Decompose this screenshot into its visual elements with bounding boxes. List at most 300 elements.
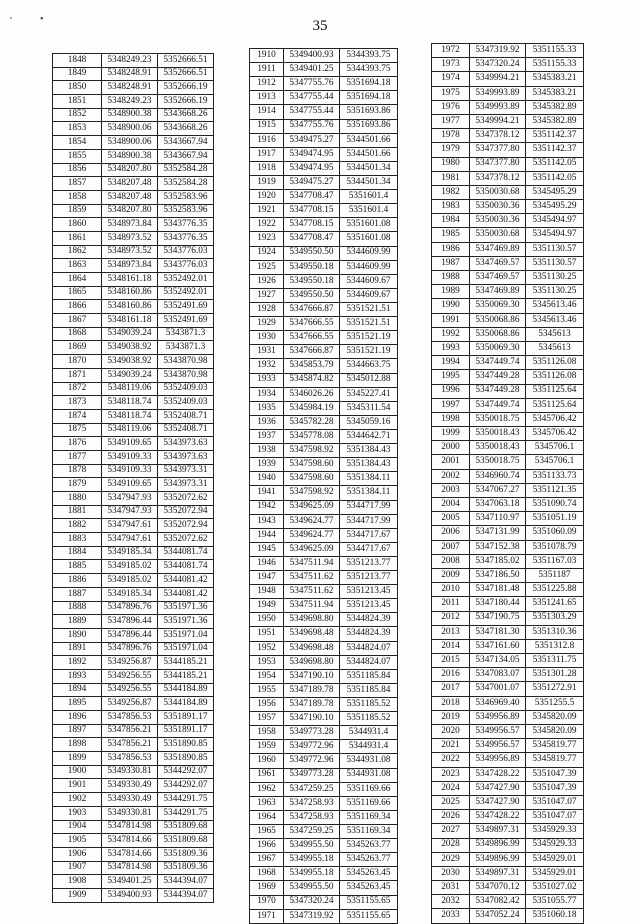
coordinate-x-cell: 5349550.18 [284,274,340,288]
point-number-cell: 1878 [53,464,102,478]
point-number-cell: 1876 [53,437,102,451]
point-number-cell: 1932 [250,359,284,373]
coordinate-x-cell: 5347666.55 [284,317,340,331]
coordinate-x-cell: 5348249.23 [102,54,158,68]
table-row [53,327,214,341]
coordinate-x-cell: 5347190.10 [284,712,340,726]
point-number-cell: 1887 [53,587,102,601]
coordinate-y-cell: 5351142.05 [526,171,584,185]
point-number-cell: 1924 [250,246,284,260]
coordinate-x-cell: 5349109.33 [102,450,158,464]
point-number-cell: 1874 [53,409,102,423]
table-row [250,190,398,204]
coordinate-y-cell: 5351301.28 [526,668,584,682]
coordinate-x-cell: 5347666.87 [284,302,340,316]
coordinate-y-cell: 5345311.54 [340,401,398,415]
point-number-cell: 1957 [250,712,284,726]
coordinate-y-cell: 5352584.28 [158,163,214,177]
table-row [432,781,584,795]
coordinate-x-cell: 5347190.75 [470,611,526,625]
table-row [53,697,214,711]
coordinate-x-cell: 5349038.92 [102,341,158,355]
table-row [432,271,584,285]
coordinate-y-cell: 5343776.35 [158,218,214,232]
coordinate-y-cell: 5351169.66 [340,796,398,810]
coordinate-y-cell: 5351310.36 [526,625,584,639]
table-row [53,423,214,437]
point-number-cell: 1936 [250,415,284,429]
table-row [432,398,584,412]
table-row [432,185,584,199]
point-number-cell: 1881 [53,505,102,519]
point-number-cell: 1923 [250,232,284,246]
table-row [250,853,398,867]
point-number-cell: 1933 [250,373,284,387]
coordinate-x-cell: 5350030.36 [470,214,526,228]
coordinate-y-cell: 5344291.75 [158,793,214,807]
table-row [250,585,398,599]
coordinate-y-cell: 5344609.67 [340,288,398,302]
coordinate-x-cell: 5347814.66 [102,834,158,848]
point-number-cell: 1942 [250,500,284,514]
coordinate-y-cell: 5343668.26 [158,108,214,122]
coordinate-y-cell: 5345613 [526,341,584,355]
table-row [432,256,584,270]
point-number-cell: 1912 [250,77,284,91]
table-row [53,615,214,629]
coordinate-x-cell: 5350030.36 [470,200,526,214]
coordinate-x-cell: 5347189.78 [284,698,340,712]
table-row [432,483,584,497]
table-row [250,683,398,697]
coordinate-x-cell: 5347320.24 [284,895,340,909]
table-row [53,683,214,697]
table-row [250,712,398,726]
coordinate-x-cell: 5349625.09 [284,542,340,556]
point-number-cell: 1999 [432,427,470,441]
table-row [250,754,398,768]
point-number-cell: 1968 [250,867,284,881]
point-number-cell: 1888 [53,601,102,615]
point-number-cell: 1928 [250,302,284,316]
coordinate-y-cell: 5351185.84 [340,683,398,697]
point-number-cell: 1929 [250,317,284,331]
table-row [432,455,584,469]
coordinate-x-cell: 5347469.89 [470,242,526,256]
coordinate-x-cell: 5349956.89 [470,753,526,767]
point-number-cell: 1970 [250,895,284,909]
point-number-cell: 1965 [250,825,284,839]
table-row [53,177,214,191]
coordinate-y-cell: 5352583.96 [158,204,214,218]
table-row [53,259,214,273]
coordinate-y-cell: 5352492.01 [158,286,214,300]
coordinate-x-cell: 5347428.22 [470,767,526,781]
coordinate-y-cell: 5351047.07 [526,795,584,809]
coordinate-x-cell: 5347319.92 [470,44,526,58]
coordinate-x-cell: 5345984.19 [284,401,340,415]
point-number-cell: 1952 [250,641,284,655]
coordinate-y-cell: 5351241.65 [526,597,584,611]
coordinate-x-cell: 5347001.07 [470,682,526,696]
point-number-cell: 1977 [432,114,470,128]
point-number-cell: 1914 [250,105,284,119]
table-row [53,888,214,902]
point-number-cell: 1960 [250,754,284,768]
coordinate-y-cell: 5344081.74 [158,560,214,574]
coordinate-x-cell: 5347083.07 [470,668,526,682]
coordinate-y-cell: 5351130.25 [526,285,584,299]
coordinate-y-cell: 5344394.07 [158,875,214,889]
table-row [53,218,214,232]
point-number-cell: 1866 [53,300,102,314]
coordinate-y-cell: 5351303.29 [526,611,584,625]
coordinate-x-cell: 5347511.94 [284,556,340,570]
table-row [250,232,398,246]
coordinate-x-cell: 5349330.81 [102,806,158,820]
coordinate-y-cell: 5351521.51 [340,317,398,331]
point-number-cell: 1869 [53,341,102,355]
coordinate-y-cell: 5344291.75 [158,806,214,820]
coordinate-y-cell: 5351169.34 [340,825,398,839]
coordinate-y-cell: 5352408.71 [158,423,214,437]
point-number-cell: 2019 [432,710,470,724]
coordinate-y-cell: 5351971.04 [158,642,214,656]
point-number-cell: 1882 [53,519,102,533]
table-row [250,599,398,613]
coordinate-x-cell: 5347666.87 [284,345,340,359]
coordinate-y-cell: 5344824.07 [340,655,398,669]
coordinate-y-cell: 5344931.08 [340,768,398,782]
point-number-cell: 2017 [432,682,470,696]
coordinate-x-cell: 5348207.48 [102,177,158,191]
table-row [432,100,584,114]
point-number-cell: 1851 [53,95,102,109]
coordinate-x-cell: 5349994.21 [470,114,526,128]
table-row [53,108,214,122]
coordinate-x-cell: 5348973.84 [102,259,158,273]
point-number-cell: 1848 [53,54,102,68]
table-row [250,571,398,585]
table-row [250,147,398,161]
table-row [53,368,214,382]
coordinate-x-cell: 5349896.99 [470,852,526,866]
point-number-cell: 1955 [250,683,284,697]
table-row [432,86,584,100]
coordinate-x-cell: 5349624.77 [284,514,340,528]
table-row [250,768,398,782]
point-number-cell: 1877 [53,450,102,464]
point-number-cell: 2015 [432,654,470,668]
point-number-cell: 1959 [250,740,284,754]
coordinate-y-cell: 5351126.08 [526,370,584,384]
point-number-cell: 1997 [432,398,470,412]
point-number-cell: 2004 [432,498,470,512]
table-row [432,810,584,824]
coordinate-x-cell: 5347449.74 [470,398,526,412]
table-row [250,500,398,514]
coordinate-x-cell: 5347896.76 [102,601,158,615]
table-row [432,441,584,455]
coordinate-y-cell: 5345820.09 [526,725,584,739]
point-number-cell: 2033 [432,909,470,923]
table-row [432,157,584,171]
coordinate-y-cell: 5343667.94 [158,149,214,163]
point-number-cell: 1941 [250,486,284,500]
coordinate-y-cell: 5351225.88 [526,583,584,597]
coordinate-x-cell: 5347708.15 [284,204,340,218]
coordinate-x-cell: 5347896.44 [102,628,158,642]
point-number-cell: 1943 [250,514,284,528]
coordinate-x-cell: 5349698.48 [284,641,340,655]
table-row [432,200,584,214]
coordinate-y-cell: 5344081.74 [158,546,214,560]
coordinate-x-cell: 5347319.92 [284,909,340,923]
coordinate-y-cell: 5343973.63 [158,437,214,451]
coordinate-y-cell: 5351521.19 [340,331,398,345]
coordinate-y-cell: 5345706.42 [526,412,584,426]
table-row [250,458,398,472]
coordinate-y-cell: 5343870.98 [158,355,214,369]
table-row [53,163,214,177]
point-number-cell: 1861 [53,231,102,245]
point-number-cell: 1987 [432,256,470,270]
table-row [250,669,398,683]
coordinate-x-cell: 5347189.78 [284,683,340,697]
coordinate-y-cell: 5351142.37 [526,143,584,157]
coordinate-y-cell: 5343776.03 [158,245,214,259]
coordinates-table-1 [52,53,214,903]
coordinate-y-cell: 5344184.89 [158,697,214,711]
table-row [53,382,214,396]
point-number-cell: 1890 [53,628,102,642]
coordinate-x-cell: 5349896.99 [470,838,526,852]
coordinate-x-cell: 5347134.05 [470,654,526,668]
coordinate-y-cell: 5345382.89 [526,114,584,128]
table-row [53,286,214,300]
point-number-cell: 1946 [250,556,284,570]
table-row [53,574,214,588]
table-row [250,345,398,359]
point-number-cell: 2029 [432,852,470,866]
table-row [250,359,398,373]
coordinate-x-cell: 5349330.49 [102,793,158,807]
coordinate-y-cell: 5351185.84 [340,669,398,683]
table-row [250,133,398,147]
coordinate-y-cell: 5351693.86 [340,105,398,119]
table-row [250,105,398,119]
point-number-cell: 1892 [53,656,102,670]
table-row [432,654,584,668]
coordinate-y-cell: 5344931.4 [340,726,398,740]
table-row [53,81,214,95]
coordinate-y-cell: 5345494.97 [526,214,584,228]
coordinate-x-cell: 5349256.55 [102,683,158,697]
coordinate-y-cell: 5351601.08 [340,232,398,246]
coordinate-x-cell: 5349773.28 [284,726,340,740]
coordinate-x-cell: 5347814.98 [102,820,158,834]
coordinate-x-cell: 5349474.95 [284,147,340,161]
coordinate-x-cell: 5349400.93 [284,49,340,63]
table-row [250,839,398,853]
page-number: 35 [312,18,328,34]
coordinate-y-cell: 5345382.89 [526,100,584,114]
point-number-cell: 1958 [250,726,284,740]
coordinate-y-cell: 5344081.42 [158,574,214,588]
coordinate-x-cell: 5347052.24 [470,909,526,923]
coordinate-y-cell: 5344717.67 [340,528,398,542]
point-number-cell: 1879 [53,478,102,492]
point-number-cell: 1979 [432,143,470,157]
coordinate-y-cell: 5351130.57 [526,256,584,270]
coordinate-x-cell: 5349109.33 [102,464,158,478]
table-row [53,355,214,369]
table-row [250,49,398,63]
coordinate-x-cell: 5347856.21 [102,724,158,738]
coordinate-x-cell: 5349256.55 [102,669,158,683]
coordinate-x-cell: 5349550.50 [284,246,340,260]
point-number-cell: 1948 [250,585,284,599]
table-row [250,528,398,542]
coordinate-y-cell: 5351694.18 [340,91,398,105]
coordinate-x-cell: 5350069.30 [470,341,526,355]
coordinate-x-cell: 5347755.44 [284,105,340,119]
coordinate-y-cell: 5344717.99 [340,500,398,514]
coordinate-x-cell: 5349624.77 [284,528,340,542]
coordinate-y-cell: 5351142.05 [526,157,584,171]
coordinate-x-cell: 5347181.48 [470,583,526,597]
table-row [432,554,584,568]
table-row [250,274,398,288]
coordinate-y-cell: 5345059.16 [340,415,398,429]
table-row [250,91,398,105]
table-row [432,313,584,327]
coordinate-x-cell: 5348119.06 [102,382,158,396]
point-number-cell: 2008 [432,554,470,568]
table-row [53,190,214,204]
coordinate-x-cell: 5347258.93 [284,796,340,810]
coordinate-y-cell: 5351971.36 [158,601,214,615]
point-number-cell: 2005 [432,512,470,526]
table-row [432,597,584,611]
coordinate-y-cell: 5345495.29 [526,185,584,199]
point-number-cell: 1880 [53,492,102,506]
coordinate-y-cell: 5351055.77 [526,895,584,909]
table-row [53,231,214,245]
point-number-cell: 2001 [432,455,470,469]
coordinate-y-cell: 5351027.02 [526,881,584,895]
coordinate-y-cell: 5351601.4 [340,204,398,218]
coordinate-x-cell: 5347377.80 [470,157,526,171]
point-number-cell: 1963 [250,796,284,810]
coordinate-y-cell: 5343776.35 [158,231,214,245]
table-row [53,711,214,725]
coordinate-x-cell: 5347708.47 [284,190,340,204]
coordinate-x-cell: 5347186.50 [470,568,526,582]
table-row [53,806,214,820]
point-number-cell: 1938 [250,444,284,458]
coordinate-x-cell: 5347511.62 [284,571,340,585]
coordinate-y-cell: 5345263.77 [340,853,398,867]
table-row [250,119,398,133]
table-row [53,847,214,861]
coordinate-y-cell: 5345012.88 [340,373,398,387]
coordinate-y-cell: 5351890.85 [158,738,214,752]
table-row [53,820,214,834]
point-number-cell: 1919 [250,175,284,189]
point-number-cell: 1858 [53,190,102,204]
point-number-cell: 1967 [250,853,284,867]
point-number-cell: 1908 [53,875,102,889]
point-number-cell: 1927 [250,288,284,302]
point-number-cell: 1990 [432,299,470,313]
table-row [432,370,584,384]
coordinate-x-cell: 5347131.99 [470,526,526,540]
coordinate-x-cell: 5347598.60 [284,458,340,472]
coordinate-x-cell: 5345782.28 [284,415,340,429]
coordinate-y-cell: 5351167.03 [526,554,584,568]
table-row [250,867,398,881]
table-row [250,472,398,486]
point-number-cell: 1973 [432,58,470,72]
point-number-cell: 2024 [432,781,470,795]
table-row [432,143,584,157]
point-number-cell: 1930 [250,331,284,345]
coordinate-y-cell: 5352584.28 [158,177,214,191]
point-number-cell: 1988 [432,271,470,285]
coordinate-y-cell: 5351890.85 [158,752,214,766]
table-row [432,285,584,299]
table-row [250,401,398,415]
table-row [250,556,398,570]
table-row [432,540,584,554]
table-row [432,114,584,128]
table-row [432,767,584,781]
point-number-cell: 1969 [250,881,284,895]
coordinate-y-cell: 5351169.66 [340,782,398,796]
point-number-cell: 1897 [53,724,102,738]
coordinate-x-cell: 5347896.44 [102,615,158,629]
table-row [250,726,398,740]
table-row [53,437,214,451]
table-row [250,542,398,556]
coordinate-y-cell: 5351047.39 [526,767,584,781]
coordinate-y-cell: 5344292.07 [158,779,214,793]
coordinate-y-cell: 5351130.25 [526,271,584,285]
coordinate-x-cell: 5349185.02 [102,560,158,574]
coordinate-x-cell: 5350068.86 [470,313,526,327]
coordinate-y-cell: 5351213.77 [340,556,398,570]
coordinate-x-cell: 5347185.02 [470,554,526,568]
coordinate-y-cell: 5351521.51 [340,302,398,316]
coordinate-y-cell: 5344292.07 [158,765,214,779]
coordinate-y-cell: 5351255.5 [526,696,584,710]
coordinate-y-cell: 5343668.26 [158,122,214,136]
point-number-cell: 1856 [53,163,102,177]
coordinate-y-cell: 5351187 [526,568,584,582]
coordinates-table-3 [431,43,584,924]
coordinate-y-cell: 5345706.1 [526,441,584,455]
coordinate-y-cell: 5344501.34 [340,175,398,189]
table-row [250,641,398,655]
coordinate-x-cell: 5347152.38 [470,540,526,554]
table-row [250,175,398,189]
coordinate-x-cell: 5347947.93 [102,492,158,506]
coordinate-y-cell: 5351272.91 [526,682,584,696]
table-row [53,765,214,779]
coordinate-y-cell: 5345383.21 [526,86,584,100]
table-row [432,228,584,242]
